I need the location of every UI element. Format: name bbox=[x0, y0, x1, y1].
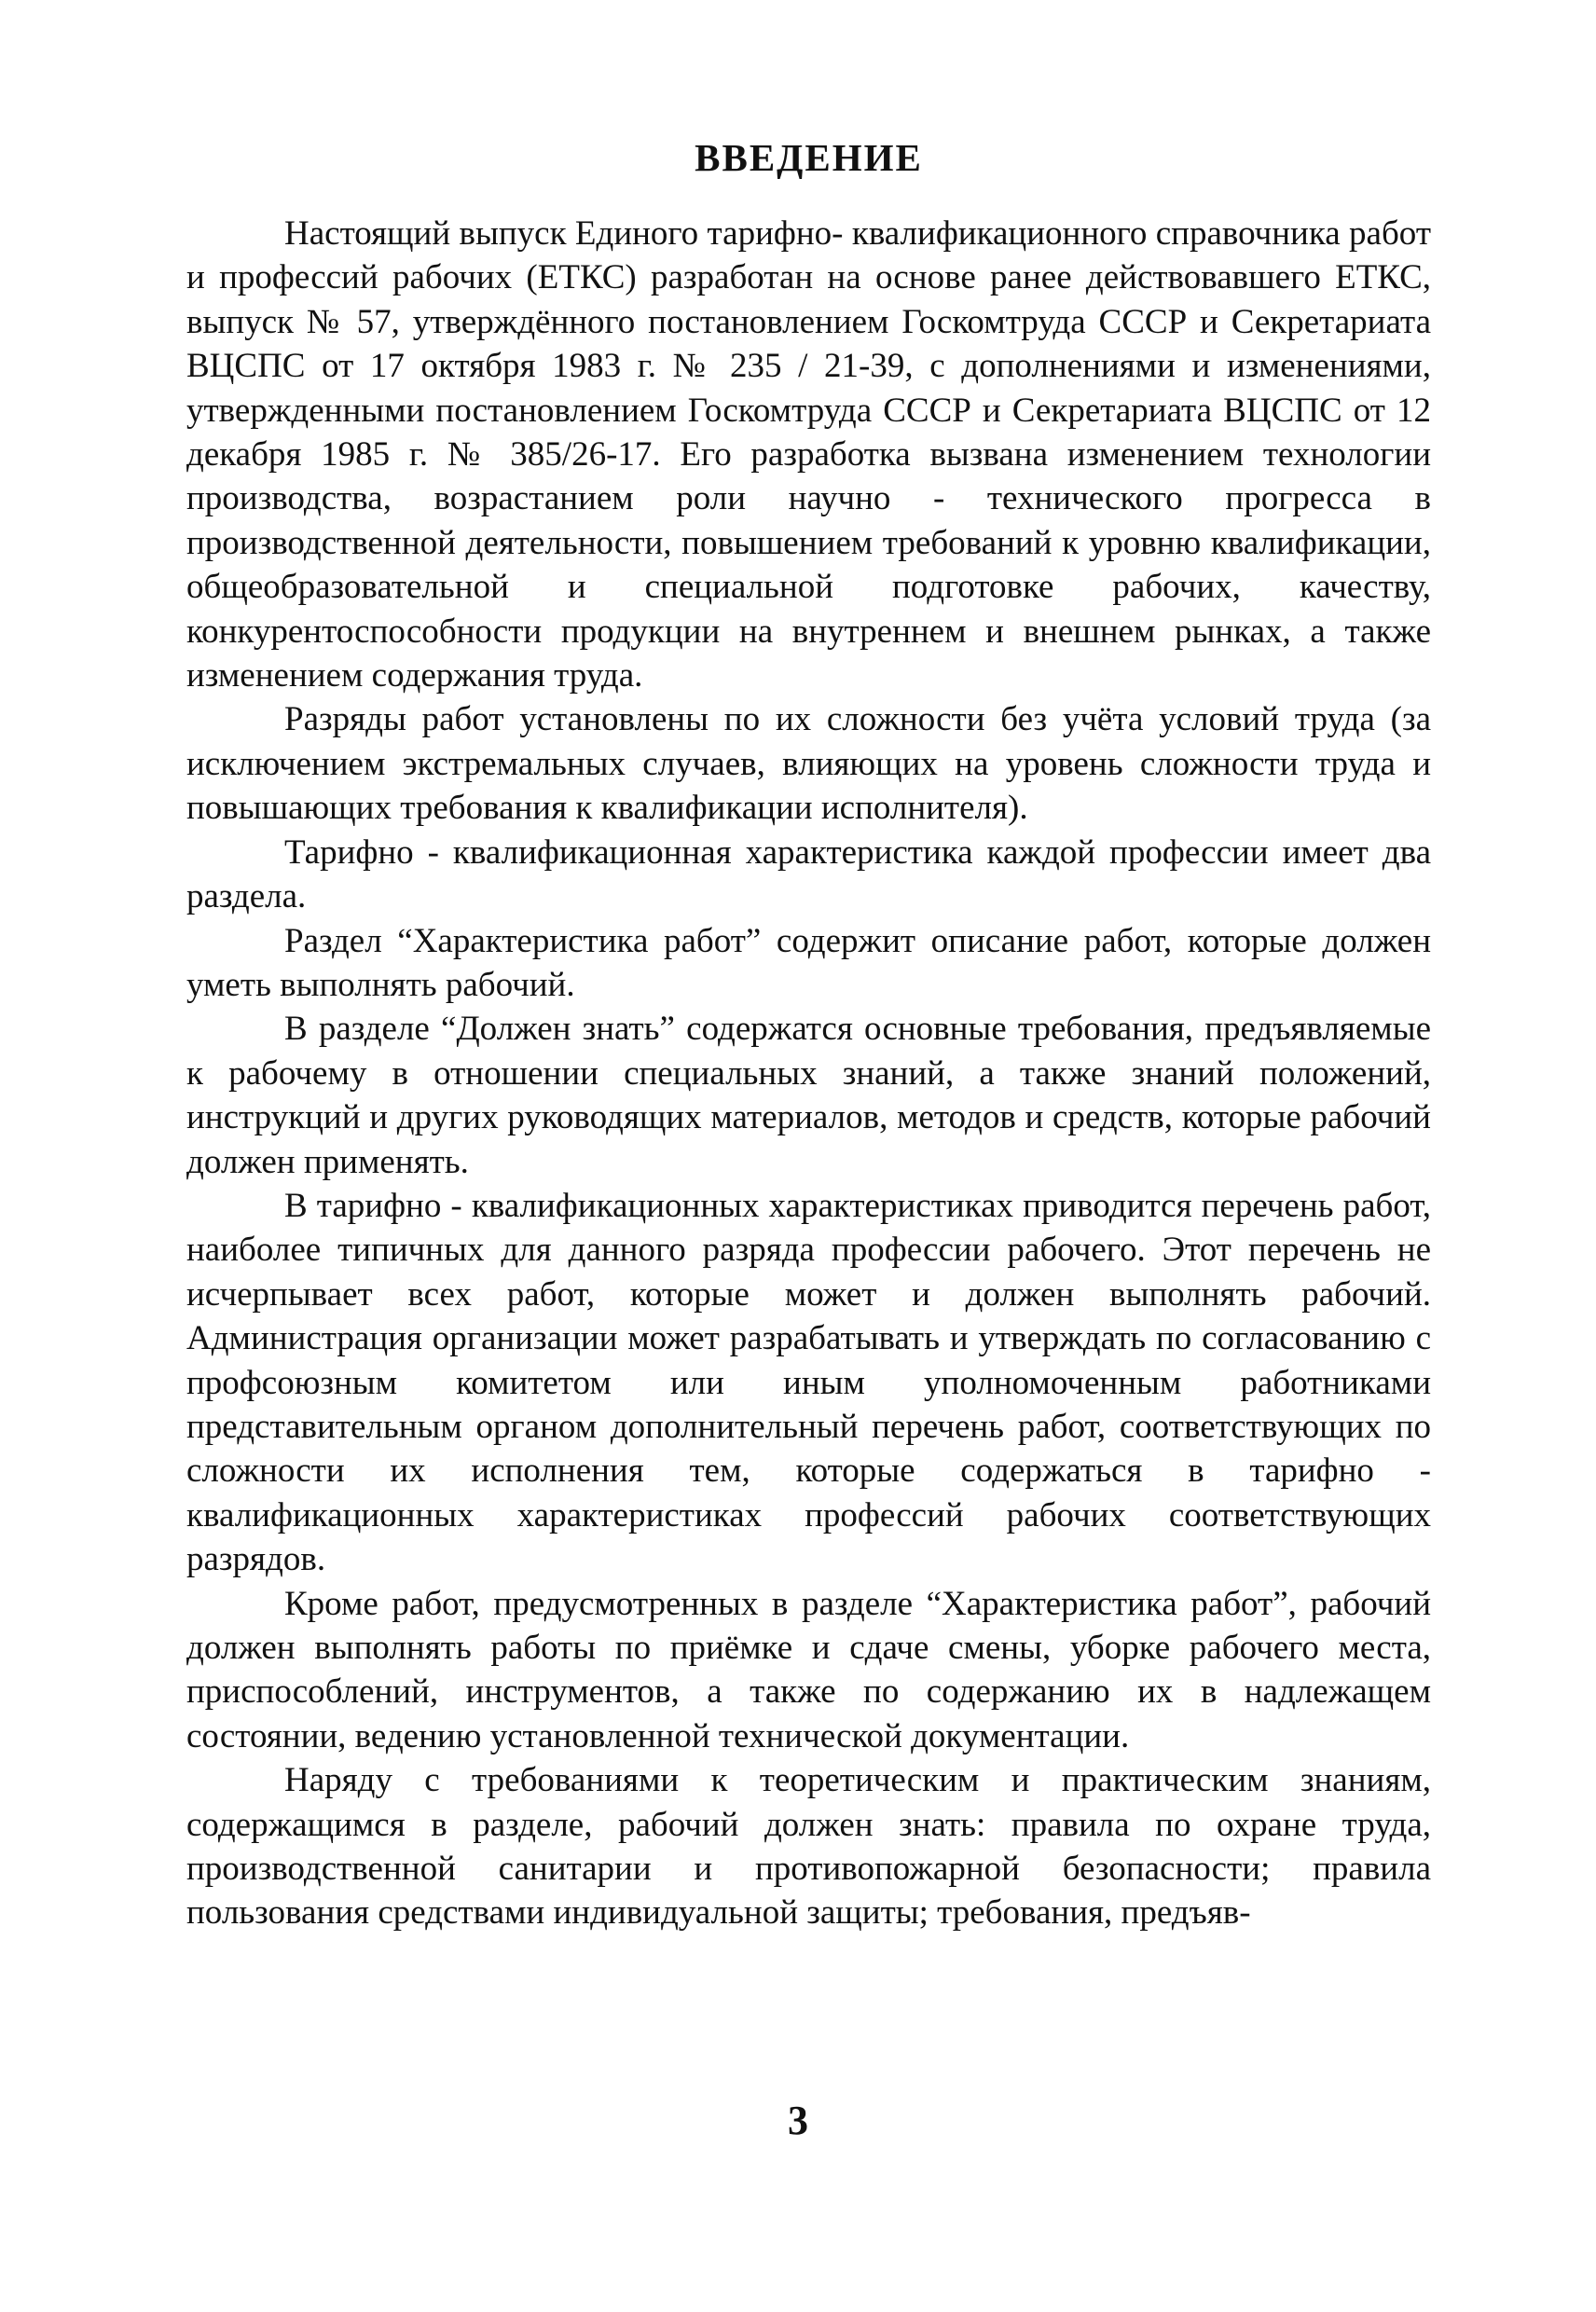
paragraph-must-know: В разделе “Должен знать” содержатся основные требования, предъявляемые к рабочему в отношении специальных знаний, а также знаний положений, инструкций и других руководящих материалов, методов и средств, которые рабочий должен применять. bbox=[186, 1010, 1431, 1181]
paragraph-grades: Разряды работ установлены по их сложности без учёта условий труда (за исключением экстремальных случаев, влияющих на уровень сложности труда и повышающих требования к квалификации исполнителя). bbox=[186, 700, 1431, 828]
paragraph-requirements: Наряду с требованиями к теоретическим и практическим знаниям, содержащимся в разделе, рабочий должен знать: правила по охране труда, производственной санитарии и противопожарной безопасности; правила пользования средствами индивидуальной защиты; требования, предъяв- bbox=[186, 1761, 1431, 1933]
paragraph-work-characteristics: Раздел “Характеристика работ” содержит описание работ, которые должен уметь выполнять рабочий. bbox=[186, 921, 1431, 1004]
document-page bbox=[186, 135, 1431, 1935]
paragraph-additional-work: Кроме работ, предусмотренных в разделе “Характеристика работ”, рабочий должен выполнять работы по приёмке и сдаче смены, уборке рабочего места, приспособлений, инструментов, а также по содержанию их в надлежащем состоянии, ведению установленной технической документации. bbox=[186, 1584, 1431, 1755]
page-title: ВВЕДЕНИЕ bbox=[695, 136, 923, 179]
page-number: 3 bbox=[788, 2098, 808, 2143]
paragraph-work-list: В тарифно - квалификационных характеристиках приводится перечень работ, наиболее типичных для данного разряда профессии рабочего. Этот перечень не исчерпывает всех работ, которые может и должен выполнять рабочий. Администрация организации может разрабатывать и утверждать по согласованию с профсоюзным комитетом или иным уполномоченным работниками представительным органом дополнительный перечень работ, соответствующих по сложности их исполнения тем, которые содержаться в тарифно - квалификационных характеристиках профессий рабочих соответствующих разрядов. bbox=[186, 1186, 1431, 1579]
paragraph-intro: Настоящий выпуск Единого тарифно- квалификационного справочника работ и профессий рабочих (ЕТКС) разработан на основе ранее действовавшего ЕТКС, выпуск № 57, утверждённого постановлением Госкомтруда СССР и Секретариата ВЦСПС от 17 октября 1983 г. № 235 / 21-39, с дополнениями и изменениями, утвержденными постановлением Госкомтруда СССР и Секретариата ВЦСПС от 12 декабря 1985 г. № 385/26-17. Его разработка вызвана изменением технологии производства, возрастанием роли научно - технического прогресса в производственной деятельности, повышением требований к уровню квалификации, общеобразовательной и специальной подготовке рабочих, качеству, конкурентоспособности продукции на внутреннем и внешнем рынках, а также изменением содержания труда. bbox=[186, 214, 1431, 695]
paragraph-sections: Тарифно - квалификационная характеристика каждой профессии имеет два раздела. bbox=[186, 833, 1431, 916]
